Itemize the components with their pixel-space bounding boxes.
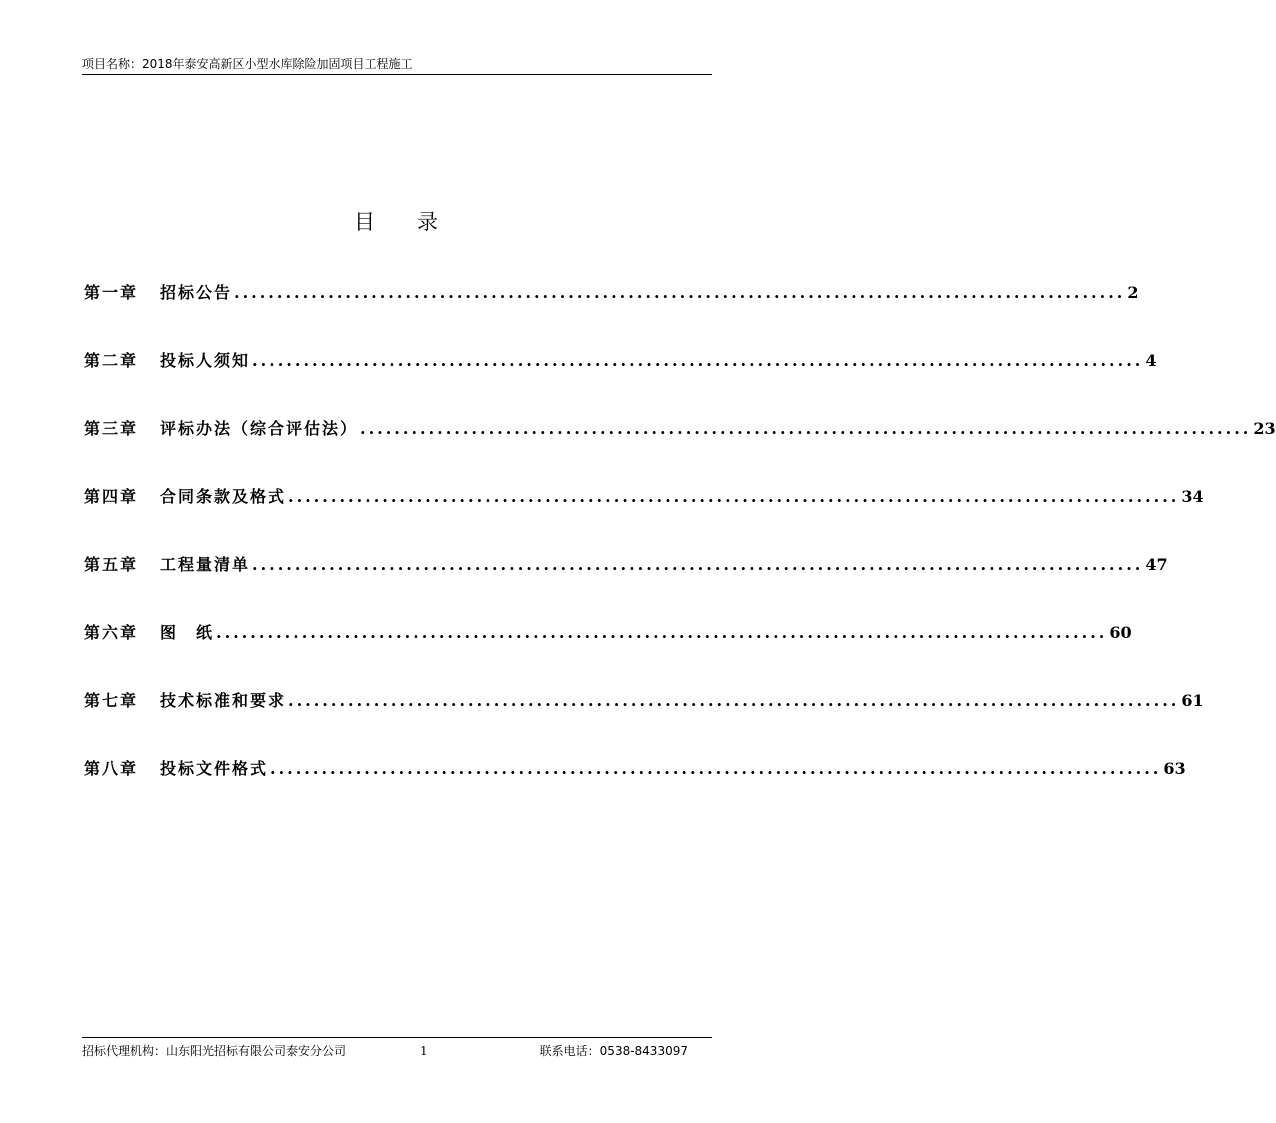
- toc-entry[interactable]: [84, 620, 1132, 688]
- toc-title: [0, 207, 794, 237]
- toc-page: 2: [1127, 283, 1139, 302]
- toc-entry[interactable]: [84, 756, 1186, 824]
- page-number: 1: [420, 1044, 428, 1058]
- toc-chapter: 第六章: [84, 623, 139, 642]
- toc-chapter: 第一章: [84, 283, 139, 302]
- toc-leader: ........................................................................................................: [234, 283, 1126, 302]
- project-name: 项目名称：2018年泰安高新区小型水库除险加固项目工程施工: [82, 57, 413, 71]
- toc-leader: ........................................................................................................: [288, 487, 1180, 506]
- page-footer: [82, 1037, 712, 1058]
- toc-page: 47: [1145, 555, 1168, 574]
- toc-chapter: 第四章: [84, 487, 139, 506]
- toc-chapter: 第三章: [84, 419, 139, 438]
- toc-leader: ........................................................................................................: [216, 623, 1108, 642]
- toc-name: 合同条款及格式: [160, 487, 287, 506]
- toc-leader: ........................................................................................................: [360, 419, 1252, 438]
- toc-name: 技术标准和要求: [160, 691, 287, 710]
- toc-page: 4: [1145, 351, 1157, 370]
- toc-title-left: 目: [354, 210, 377, 234]
- agency-name: 招标代理机构：山东阳光招标有限公司泰安分公司: [82, 1044, 347, 1058]
- contact-phone: 联系电话：0538-8433097: [539, 1044, 688, 1058]
- toc-entry[interactable]: [84, 348, 1157, 416]
- toc-page: 60: [1109, 623, 1132, 642]
- toc-name: 图 纸: [160, 623, 215, 642]
- toc-page: 23: [1253, 419, 1276, 438]
- toc-entry[interactable]: [84, 552, 1168, 620]
- toc-leader: ........................................................................................................: [252, 351, 1144, 370]
- toc-name: 投标人须知: [160, 351, 251, 370]
- toc-entry[interactable]: [84, 484, 1204, 552]
- toc-title-right: 录: [417, 210, 440, 234]
- toc-entry[interactable]: [84, 416, 1276, 484]
- table-of-contents: [84, 280, 1276, 824]
- toc-leader: ........................................................................................................: [288, 691, 1180, 710]
- toc-entry[interactable]: [84, 688, 1204, 756]
- page-header: [82, 56, 712, 75]
- toc-name: 投标文件格式: [160, 759, 269, 778]
- toc-page: 34: [1181, 487, 1204, 506]
- toc-leader: ........................................................................................................: [270, 759, 1162, 778]
- toc-chapter: 第二章: [84, 351, 139, 370]
- toc-name: 招标公告: [160, 283, 233, 302]
- toc-name: 评标办法（综合评估法）: [160, 419, 359, 438]
- toc-chapter: 第八章: [84, 759, 139, 778]
- toc-page: 63: [1163, 759, 1186, 778]
- toc-leader: ........................................................................................................: [252, 555, 1144, 574]
- toc-page: 61: [1181, 691, 1204, 710]
- toc-name: 工程量清单: [160, 555, 251, 574]
- toc-chapter: 第五章: [84, 555, 139, 574]
- toc-entry[interactable]: [84, 280, 1139, 348]
- toc-chapter: 第七章: [84, 691, 139, 710]
